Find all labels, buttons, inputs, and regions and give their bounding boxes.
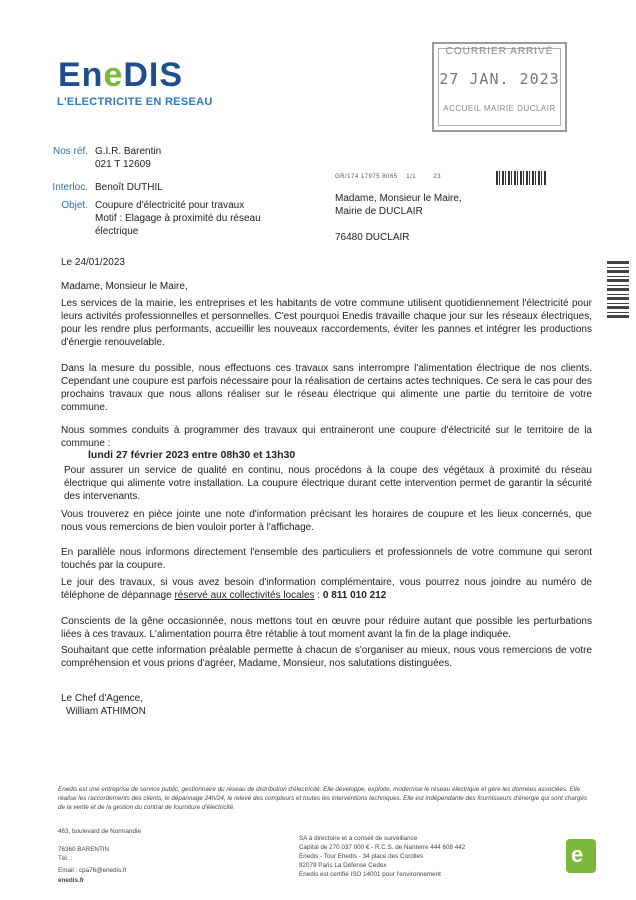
salutation: Madame, Monsieur le Maire,: [61, 281, 188, 292]
nos-ref-value-2: 021 T 12609: [95, 159, 151, 170]
paragraph-7-text: Le jour des travaux, si vous avez besoin d'information complémentaire, vous pourrez nous joindre au numéro de téléphone de dépannage: [61, 577, 592, 601]
paragraph-6: En parallèle nous informons directement l'ensemble des particuliers et professionnels de votre commune qui seront touchés par la coupure.: [61, 547, 592, 571]
nos-ref-label: Nos réf.: [52, 146, 88, 157]
paragraph-9: Souhaitant que cette information préalable permette à chacun de s'organiser au mieux, nous vous remercions de votre compréhension et vous prions d'agréer, Madame, Monsieur, nos salutations distinguées.: [61, 645, 592, 669]
phone-number: 0 811 010 212: [322, 590, 387, 601]
footer-enedis-icon: [566, 839, 596, 873]
interloc-label: Interloc.: [52, 182, 88, 193]
footer-email: Email : cpa76@enedis.fr: [58, 867, 127, 874]
logo-part-1: En: [58, 56, 104, 94]
signature-title: Le Chef d'Agence,: [61, 693, 143, 704]
logo-part-2: e: [103, 56, 124, 94]
objet-line-3: électrique: [95, 226, 139, 237]
stamp-date: 27 JAN. 2023: [439, 70, 560, 88]
recipient-line-3: 76480 DUCLAIR: [335, 232, 410, 243]
letter-date: Le 24/01/2023: [61, 257, 125, 268]
objet-label: Objet.: [61, 200, 88, 211]
nos-ref-value-1: G.I.R. Barentin: [95, 146, 162, 157]
recipient-line-1: Madame, Monsieur le Maire,: [335, 193, 462, 204]
stamp-line-3: ACCUEIL MAIRIE DUCLAIR: [443, 104, 556, 113]
postal-barcode: [496, 171, 546, 185]
logo-tagline: L'ELECTRICITE EN RESEAU: [57, 96, 213, 108]
objet-line-2: Motif : Elagage à proximité du réseau: [95, 213, 261, 224]
stamp-line-1: COURRIER ARRIVÉ: [445, 46, 554, 57]
footer-website[interactable]: enedis.fr: [58, 877, 85, 884]
footer-corp-5: Enedis est certifié ISO 14001 pour l'environnement: [299, 871, 441, 878]
footer-corp-4: 92079 Paris La Défense Cedex: [299, 862, 387, 869]
footer-corp-2: Capital de 270 037 000 € - R.C.S. de Nanterre 444 608 442: [299, 844, 466, 851]
signature-name: William ATHIMON: [66, 706, 146, 717]
mail-code: GR/174 17975 8065 1/1 23: [335, 174, 442, 180]
side-barcode: [607, 260, 629, 318]
paragraph-5: Vous trouverez en pièce jointe une note d'information précisant les horaires de coupure et les lieux concernés, que nous vous remercions de bien vouloir porter à l'affichage.: [61, 509, 592, 533]
paragraph-7-sep: :: [314, 590, 323, 601]
enedis-logo: [58, 56, 183, 95]
paragraph-7: [61, 576, 592, 602]
paragraph-4: Pour assurer un service de qualité en continu, nous procédons à la coupe des végétaux à proximité du réseau électrique qui alimente votre installation. La coupure électrique durant cette intervention permet de garantir la sécurité des intervenants.: [64, 465, 592, 502]
interloc-value: Benoît DUTHIL: [95, 182, 163, 193]
paragraph-8: Conscients de la gêne occasionnée, nous mettons tout en œuvre pour réduire autant que possible les perturbations liées à ces travaux. L'alimentation pourra être rétablie à tout moment avant la fin de la plage indiquée.: [61, 616, 592, 640]
footer-logo-glyph: e: [571, 842, 584, 867]
recipient-line-2: Mairie de DUCLAIR: [335, 206, 423, 217]
paragraph-3: Nous sommes conduits à programmer des travaux qui entraineront une coupure d'électricité sur le territoire de la commune :: [61, 425, 592, 449]
footer-corp-1: SA à directoire et à conseil de surveillance: [299, 835, 418, 842]
logo-part-3: DIS: [123, 56, 184, 94]
reserved-collectivities: réservé aux collectivités locales: [174, 590, 315, 601]
footer-address-1: 463, boulevard de Normandie: [58, 828, 141, 835]
footer-phone: Tél. :: [58, 855, 72, 862]
paragraph-2: Dans la mesure du possible, nous effectuons ces travaux sans interrompre l'alimentation électrique de nos clients. Cependant une coupure est parfois nécessaire pour la réalisation de certains actes techniques. Ce sera le cas pour des prochains travaux que nous allons réaliser sur le réseau électrique qui alimente une partie du territoire de votre commune.: [61, 363, 592, 413]
paragraph-1: Les services de la mairie, les entreprises et les habitants de votre commune utilisent quotidiennement l'électricité pour leurs activités professionnelles et personnelles. C'est pourquoi Enedis travaille chaque jour sur les réseaux électriques, pour les rendre plus performants, accueillir les nouveaux raccordements, éviter les pannes et intégrer les productions d'énergie renouvelable.: [61, 298, 592, 348]
outage-date: lundi 27 février 2023 entre 08h30 et 13h30: [88, 449, 296, 461]
footer-corp-3: Enedis - Tour Enedis - 34 place des Corolles: [299, 853, 424, 860]
received-stamp: [432, 42, 567, 132]
footer-legal: Enedis est une entreprise de service public, gestionnaire du réseau de distribution d'électricité. Elle développe, exploite, modernise le réseau électrique et gère les données associées. Elle réalise les raccordements des clients, le dépannage 24h/24, le relevé des compteurs et toutes les interventions techniques. Elle est indépendante des fournisseurs d'énergie qui sont chargés de la vente et de la gestion du contrat de fourniture d'électricité.: [58, 786, 588, 811]
objet-line-1: Coupure d'électricité pour travaux: [95, 200, 245, 211]
footer-address-2: 76360 BARENTIN: [58, 846, 110, 853]
